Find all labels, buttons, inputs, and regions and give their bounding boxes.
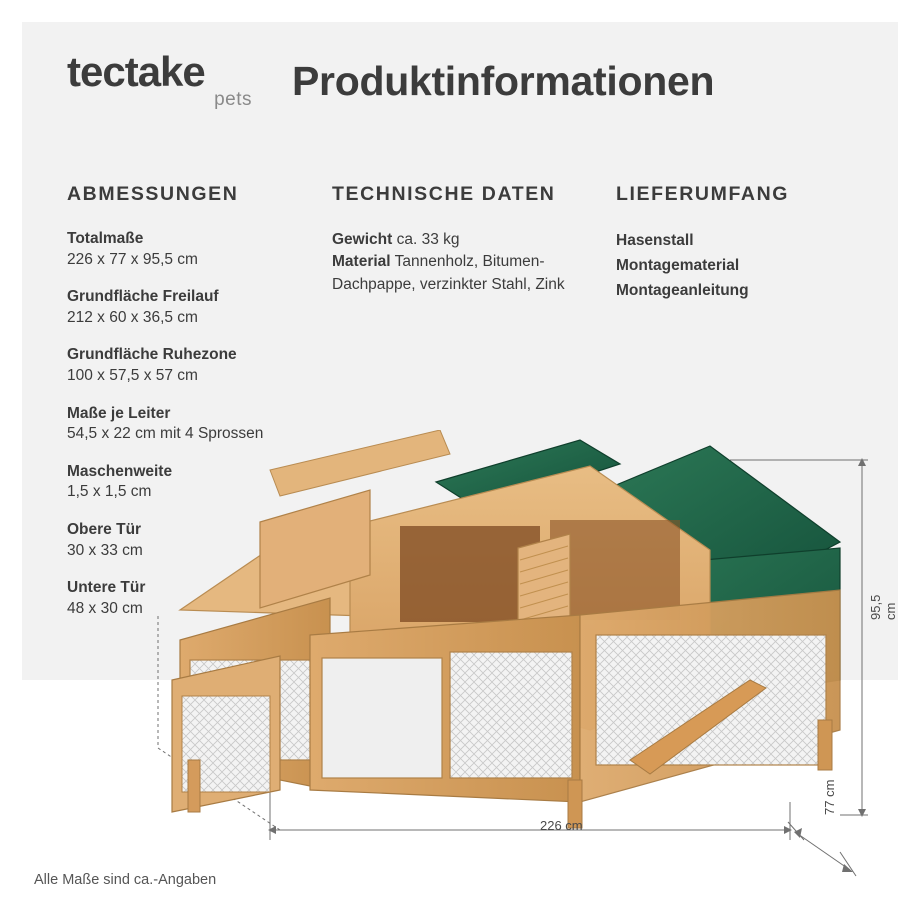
list-item: Montagematerial bbox=[616, 256, 740, 274]
spec-label: Gewicht bbox=[332, 231, 393, 248]
spec-value: 48 x 30 cm bbox=[67, 599, 143, 617]
spec-value: ca. 33 kg bbox=[396, 231, 460, 248]
spec-label: Maße je Leiter bbox=[67, 404, 171, 422]
list-item: Hasenstall bbox=[616, 232, 694, 249]
mesh-panel bbox=[596, 635, 826, 765]
spec-label: Obere Tür bbox=[67, 521, 142, 539]
spec-grundflaeche-ruhezone bbox=[67, 345, 332, 386]
spec-value: 1,5 x 1,5 cm bbox=[67, 483, 152, 501]
brand-name: tectake bbox=[67, 48, 205, 95]
dimension-label-width: 226 cm bbox=[540, 818, 583, 833]
mesh-panel bbox=[450, 652, 572, 778]
spec-value: 226 x 77 x 95,5 cm bbox=[67, 250, 198, 268]
spec-totalmasse bbox=[67, 229, 332, 270]
spec-label: Totalmaße bbox=[67, 230, 144, 247]
spec-material bbox=[332, 251, 607, 296]
footnote: Alle Maße sind ca.-Angaben bbox=[34, 872, 217, 888]
brand-logo bbox=[22, 48, 292, 111]
column-scope-of-delivery bbox=[616, 183, 886, 303]
rabbit-hutch-drawing bbox=[150, 430, 890, 900]
list-item: Montageanleitung bbox=[616, 281, 749, 299]
spec-label: Grundfläche Freilauf bbox=[67, 288, 219, 306]
product-illustration bbox=[150, 430, 898, 900]
spec-value: 100 x 57,5 x 57 cm bbox=[67, 367, 198, 385]
column-heading-dimensions: ABMESSUNGEN bbox=[67, 183, 239, 205]
page-title: Produktinformationen bbox=[292, 57, 715, 104]
hutch-body bbox=[172, 430, 840, 828]
spec-value: 30 x 33 cm bbox=[67, 541, 143, 559]
spec-value: 54,5 x 22 cm mit 4 Sprossen bbox=[67, 425, 264, 443]
column-technical bbox=[332, 183, 607, 296]
dimension-label-height: 95,5 cm bbox=[868, 594, 898, 620]
brand-subtitle: pets bbox=[214, 89, 252, 110]
spec-grundflaeche-freilauf bbox=[67, 287, 332, 328]
spec-value: 212 x 60 x 36,5 cm bbox=[67, 308, 198, 326]
page-header bbox=[22, 22, 898, 140]
dimension-label-depth: 77 cm bbox=[822, 779, 837, 815]
spec-label: Material bbox=[332, 253, 391, 271]
column-heading-scope: LIEFERUMFANG bbox=[616, 183, 790, 205]
spec-value: Tannenholz, Bitumen-Dachpappe, verzinkter Stahl, Zink bbox=[332, 253, 565, 293]
spec-label: Grundfläche Ruhezone bbox=[67, 346, 237, 364]
spec-gewicht bbox=[332, 229, 607, 251]
spec-label: Maschenweite bbox=[67, 462, 173, 480]
spec-label: Untere Tür bbox=[67, 579, 146, 597]
column-heading-technical: TECHNISCHE DATEN bbox=[332, 183, 556, 205]
